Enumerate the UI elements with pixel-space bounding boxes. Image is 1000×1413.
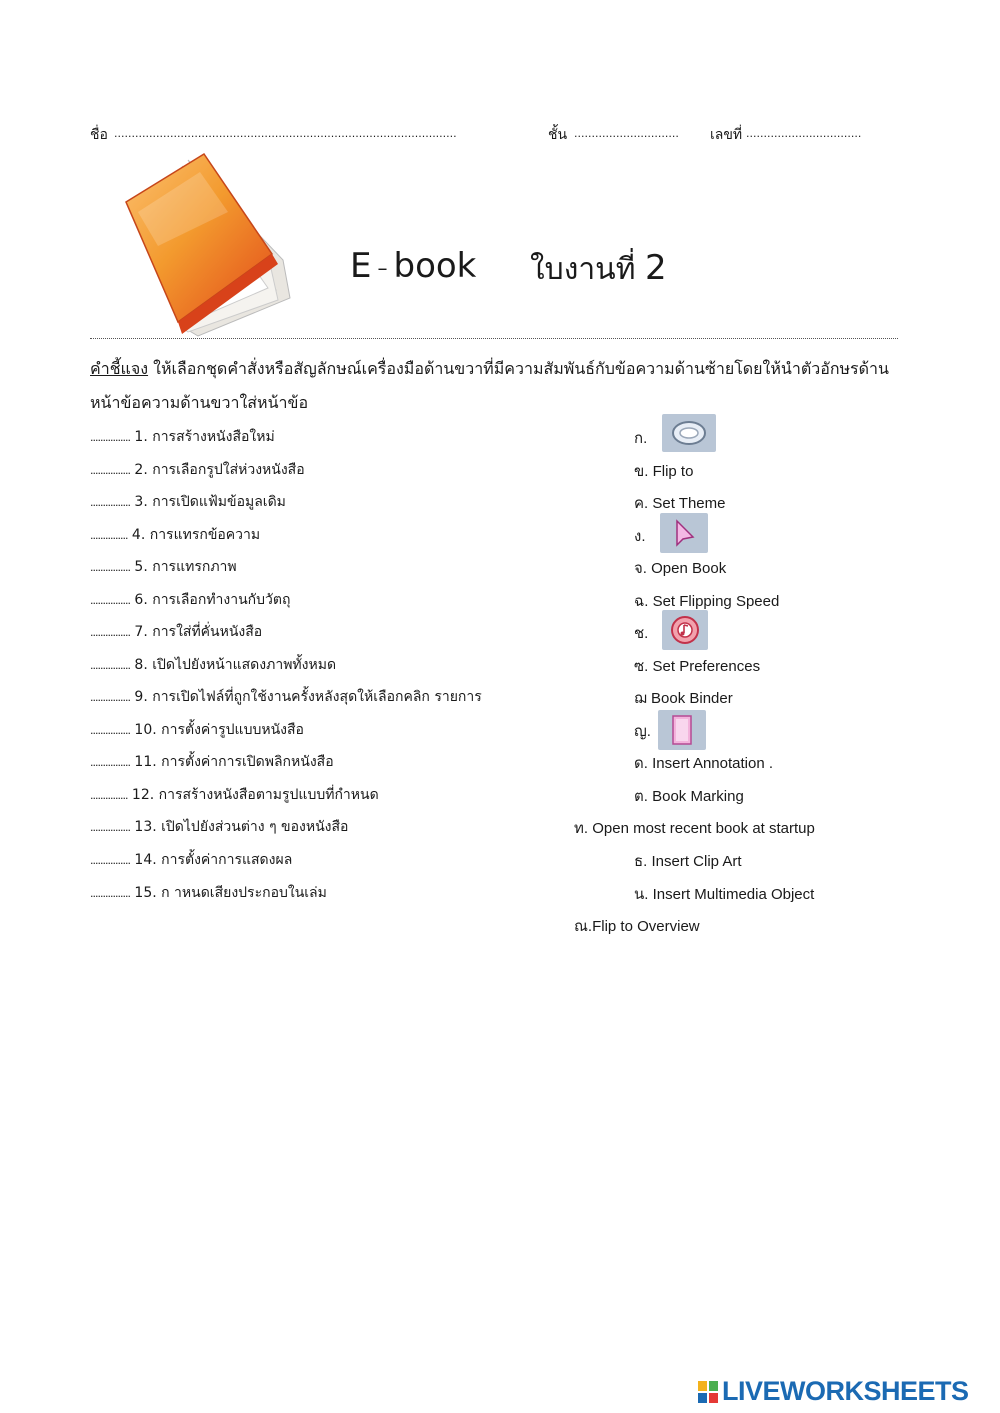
- answer-text: Book Binder: [651, 690, 733, 707]
- answer-text: Insert Annotation .: [652, 755, 774, 772]
- answer-text: Flip to Overview: [592, 918, 700, 935]
- answer-text: Open most recent book at startup: [592, 820, 815, 837]
- instructions-text: ให้เลือกชุดคำสั่งหรือสัญลักษณ์เครื่องมือด้านขวาที่มีความสัมพันธ์กับข้อความด้านซ้ายโดยให้นำตัวอักษรด้านหน้าข้อความด้านขวาใส่หน้าข้อ: [90, 359, 889, 412]
- answer-blank[interactable]: ................: [90, 821, 130, 834]
- answer-letter: ค.: [634, 495, 649, 512]
- answer-letter: ฌ: [634, 690, 647, 707]
- answer-item: [574, 914, 700, 938]
- logo-mark-icon: [698, 1381, 718, 1403]
- question-text: 1. การสร้างหนังสือใหม่: [134, 429, 275, 445]
- answer-text: Set Preferences: [652, 658, 761, 675]
- question-item: [90, 426, 275, 448]
- pointer-arrow-icon: [660, 513, 708, 553]
- sound-icon: [662, 610, 708, 650]
- logo-text: LIVEWORKSHEETS: [722, 1376, 969, 1406]
- instructions-label: คำชี้แจง: [90, 359, 149, 378]
- question-item: [90, 556, 237, 578]
- worksheet-title: [350, 246, 476, 286]
- question-text: 6. การเลือกทำงานกับวัตถุ: [134, 592, 291, 608]
- question-text: 2. การเลือกรูปใส่ห่วงหนังสือ: [134, 462, 305, 478]
- answer-blank[interactable]: ................: [90, 431, 130, 444]
- answer-text: Set Theme: [652, 495, 726, 512]
- answer-letter: ฉ.: [634, 593, 649, 610]
- question-text: 3. การเปิดแฟ้มข้อมูลเดิม: [134, 494, 286, 510]
- answer-letter: ต.: [634, 788, 648, 805]
- divider: [90, 338, 898, 339]
- question-text: 12. การสร้างหนังสือตามรูปแบบที่กำหนด: [131, 787, 379, 803]
- answer-item: [634, 882, 814, 906]
- answer-blank[interactable]: ................: [90, 691, 130, 704]
- question-text: 13. เปิดไปยังส่วนต่าง ๆ ของหนังสือ: [134, 819, 349, 835]
- question-text: 15. ก าหนดเสียงประกอบในเล่ม: [134, 885, 327, 901]
- answer-item: [634, 491, 725, 515]
- number-label: เลขที่: [710, 127, 743, 143]
- title-e: E: [350, 246, 372, 286]
- sheet-label: [530, 246, 667, 293]
- answer-letter: ง.: [634, 528, 646, 545]
- answer-item: [634, 686, 733, 710]
- number-blank[interactable]: .................................: [746, 127, 862, 140]
- instructions: [90, 352, 910, 420]
- question-text: 5. การแทรกภาพ: [134, 559, 237, 575]
- answer-letter: ธ.: [634, 853, 648, 870]
- circle-button-icon: [662, 414, 716, 452]
- answer-item: [634, 751, 773, 775]
- sheet-label-text: ใบงานที่: [530, 252, 636, 287]
- question-text: 4. การแทรกข้อความ: [131, 527, 261, 543]
- answer-letter: น.: [634, 886, 649, 903]
- answer-text: Open Book: [651, 560, 727, 577]
- book-icon: [118, 150, 303, 342]
- answer-blank[interactable]: ................: [90, 626, 130, 639]
- answer-item: [634, 654, 760, 678]
- answer-letter: ช.: [634, 625, 649, 642]
- answer-item: [634, 556, 726, 580]
- answer-blank[interactable]: ................: [90, 594, 130, 607]
- question-text: 10. การตั้งค่ารูปแบบหนังสือ: [134, 722, 304, 738]
- question-text: 9. การเปิดไฟล์ที่ถูกใช้งานครั้งหลังสุดให้เลือกคลิก รายการ: [134, 689, 482, 705]
- answer-item: [574, 816, 815, 840]
- answer-letter: ก.: [634, 430, 648, 447]
- class-blank[interactable]: ..............................: [574, 127, 679, 140]
- question-item: [90, 654, 336, 676]
- question-item: [90, 882, 327, 904]
- title-dash: –: [377, 255, 388, 280]
- question-item: [90, 751, 334, 773]
- answer-letter: ท.: [574, 820, 589, 837]
- answer-letter: จ.: [634, 560, 647, 577]
- answer-text: Set Flipping Speed: [652, 593, 780, 610]
- answer-blank[interactable]: ................: [90, 756, 130, 769]
- name-blank[interactable]: ..................................................................................................: [114, 127, 457, 140]
- answer-item: [634, 784, 744, 808]
- question-item: [90, 816, 348, 838]
- answer-text: Book Marking: [652, 788, 744, 805]
- answer-blank[interactable]: ................: [90, 887, 130, 900]
- question-item: [90, 686, 482, 708]
- answer-text: Insert Multimedia Object: [652, 886, 815, 903]
- answer-item: [634, 849, 742, 873]
- liveworksheets-logo[interactable]: [698, 1376, 969, 1410]
- student-info-line: [90, 124, 900, 148]
- answer-letter: ญ.: [634, 723, 651, 740]
- answer-letter: ด.: [634, 755, 648, 772]
- page-icon: [658, 710, 706, 750]
- answer-blank[interactable]: ...............: [90, 789, 128, 802]
- answer-blank[interactable]: ................: [90, 561, 130, 574]
- answer-blank[interactable]: ................: [90, 464, 130, 477]
- title-book: book: [393, 246, 477, 286]
- question-item: [90, 784, 379, 806]
- question-item: [90, 589, 290, 611]
- question-text: 11. การตั้งค่าการเปิดพลิกหนังสือ: [134, 754, 334, 770]
- answer-letter: ซ.: [634, 658, 649, 675]
- answer-blank[interactable]: ................: [90, 854, 130, 867]
- answer-text: Insert Clip Art: [651, 853, 742, 870]
- answer-text: Flip to: [652, 463, 694, 480]
- name-label: ชื่อ: [90, 127, 108, 143]
- question-text: 8. เปิดไปยังหน้าแสดงภาพทั้งหมด: [134, 657, 337, 673]
- question-text: 14. การตั้งค่าการแสดงผล: [134, 852, 293, 868]
- question-item: [90, 719, 304, 741]
- answer-blank[interactable]: ................: [90, 496, 130, 509]
- question-text: 7. การใส่ที่คั่นหนังสือ: [134, 624, 263, 640]
- answer-letter: ณ.: [574, 918, 593, 935]
- question-item: [90, 459, 305, 481]
- class-label: ชั้น: [548, 127, 568, 143]
- question-item: [90, 524, 260, 546]
- answer-blank[interactable]: ...............: [90, 529, 128, 542]
- sheet-number: 2: [645, 248, 667, 288]
- answer-item: [634, 459, 693, 483]
- question-item: [90, 491, 286, 513]
- answer-blank[interactable]: ................: [90, 659, 130, 672]
- question-item: [90, 621, 262, 643]
- question-item: [90, 849, 292, 871]
- answer-letter: ข.: [634, 463, 649, 480]
- answer-blank[interactable]: ................: [90, 724, 130, 737]
